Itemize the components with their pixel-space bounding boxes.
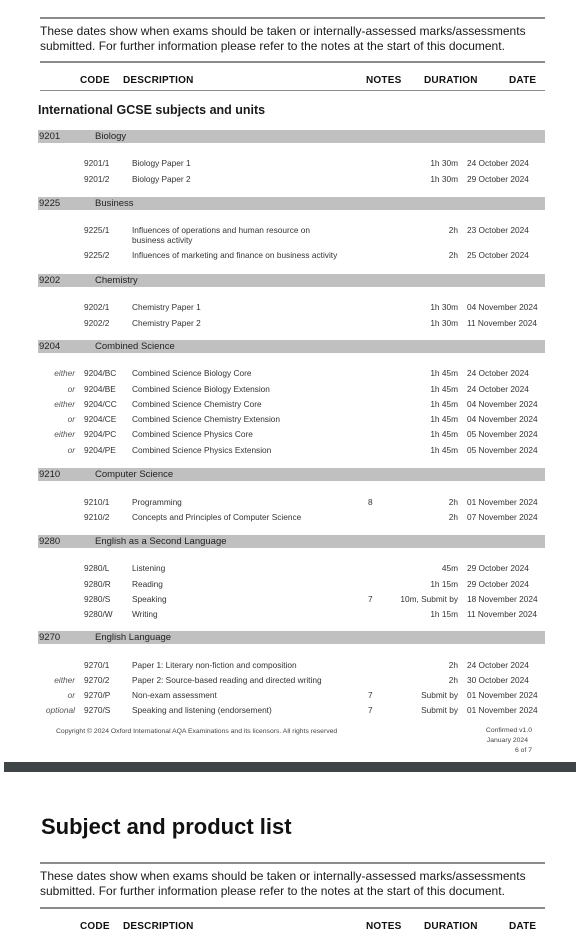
subject-bar xyxy=(38,197,545,210)
subject-bar xyxy=(38,340,545,353)
table-row: 9201/1 Biology Paper 1 1h 30m 24 October 2024 xyxy=(84,158,529,168)
section-title: International GCSE subjects and units xyxy=(38,103,266,117)
subject-bar xyxy=(38,535,545,548)
intro-rule xyxy=(40,61,545,63)
top-rule xyxy=(40,17,545,19)
subject-name: Computer Science xyxy=(95,469,174,480)
intro-text: These dates show when exams should be taken or internally-assessed marks/assessments submitted. For further information please refer to the notes at the start of this document. xyxy=(40,869,526,898)
subject-bar xyxy=(38,631,545,644)
subject-bar xyxy=(38,274,545,287)
header-rule xyxy=(40,90,545,91)
subject-code: 9225 xyxy=(39,198,61,209)
table-row: 9202/2 Chemistry Paper 2 1h 30m 11 November 2024 xyxy=(84,318,537,328)
version-label: Confirmed v1.0 xyxy=(485,727,532,734)
page-title: Subject and product list xyxy=(41,814,292,839)
table-row: 9280/W Writing 1h 15m 11 November 2024 xyxy=(84,609,537,619)
table-row: either 9204/PC Combined Science Physics Core 1h 45m 05 November 2024 xyxy=(54,429,538,439)
table-row: or 9204/PE Combined Science Physics Extension 1h 45m 05 November 2024 xyxy=(67,445,538,455)
copyright-notice: Copyright © 2024 Oxford International AQA Examinations and its licensors. All rights reserved xyxy=(56,728,338,735)
col-code: CODE xyxy=(80,75,110,86)
subject-code: 9204 xyxy=(39,341,61,352)
subject-code: 9202 xyxy=(39,275,61,286)
col-date: DATE xyxy=(509,921,537,932)
table-row: or 9204/BE Combined Science Biology Extension 1h 45m 24 October 2024 xyxy=(67,384,529,394)
table-row: optional 9270/S Speaking and listening (endorsement) 7 Submit by 01 November 2024 xyxy=(45,705,538,715)
subject-code: 9280 xyxy=(39,536,61,547)
col-notes: NOTES xyxy=(366,921,402,932)
table-row: 9270/1 Paper 1: Literary non-fiction and composition 2h 24 October 2024 xyxy=(84,660,529,670)
table-row: or 9270/P Non-exam assessment 7 Submit by 01 November 2024 xyxy=(67,690,538,700)
subject-code: 9270 xyxy=(39,632,61,643)
subject-code: 9210 xyxy=(39,469,61,480)
table-row: either 9270/2 Paper 2: Source-based reading and directed writing 2h 30 October 2024 xyxy=(54,675,529,685)
table-row: 9202/1 Chemistry Paper 1 1h 30m 04 November 2024 xyxy=(84,302,538,312)
col-date: DATE xyxy=(509,75,537,86)
col-duration: DURATION xyxy=(424,75,478,86)
col-description: DESCRIPTION xyxy=(123,75,194,86)
subject-bar xyxy=(38,130,545,143)
table-row-continuation: business activity xyxy=(132,235,193,245)
version-date: January 2024 xyxy=(486,737,528,744)
intro-rule xyxy=(40,907,545,909)
table-row: 9280/S Speaking 7 10m, Submit by 18 November 2024 xyxy=(84,594,538,604)
top-rule xyxy=(40,862,545,864)
subject-name: Biology xyxy=(95,131,127,142)
table-row: or 9204/CE Combined Science Chemistry Extension 1h 45m 04 November 2024 xyxy=(67,414,538,424)
intro-text: These dates show when exams should be taken or internally-assessed marks/assessments submitted. For further information please refer to the notes at the start of this document. xyxy=(40,24,526,53)
table-row: 9280/L Listening 45m 29 October 2024 xyxy=(84,563,529,573)
subject-name: Business xyxy=(95,198,134,209)
table-row: 9225/2 Influences of marketing and finance on business activity 2h 25 October 2024 xyxy=(84,250,529,260)
page-number: 6 of 7 xyxy=(514,747,532,754)
table-row: 9210/2 Concepts and Principles of Computer Science 2h 07 November 2024 xyxy=(84,512,538,522)
col-notes: NOTES xyxy=(366,75,402,86)
col-duration: DURATION xyxy=(424,921,478,932)
table-row: either 9204/BC Combined Science Biology Core 1h 45m 24 October 2024 xyxy=(54,368,529,378)
table-row: 9225/1 Influences of operations and human resource on 2h 23 October 2024 xyxy=(84,225,529,235)
subject-name: English as a Second Language xyxy=(95,536,227,547)
col-description: DESCRIPTION xyxy=(123,921,194,932)
table-row: 9210/1 Programming 8 2h 01 November 2024 xyxy=(84,497,538,507)
subject-name: Chemistry xyxy=(95,275,138,286)
col-code: CODE xyxy=(80,921,110,932)
table-row: either 9204/CC Combined Science Chemistry Core 1h 45m 04 November 2024 xyxy=(54,399,538,409)
subject-bar xyxy=(38,468,545,481)
table-row: 9201/2 Biology Paper 2 1h 30m 29 October 2024 xyxy=(84,174,529,184)
subject-name: English Language xyxy=(95,632,172,643)
table-row: 9280/R Reading 1h 15m 29 October 2024 xyxy=(84,579,529,589)
subject-code: 9201 xyxy=(39,131,61,142)
page-separator xyxy=(4,762,576,772)
subject-name: Combined Science xyxy=(95,341,175,352)
